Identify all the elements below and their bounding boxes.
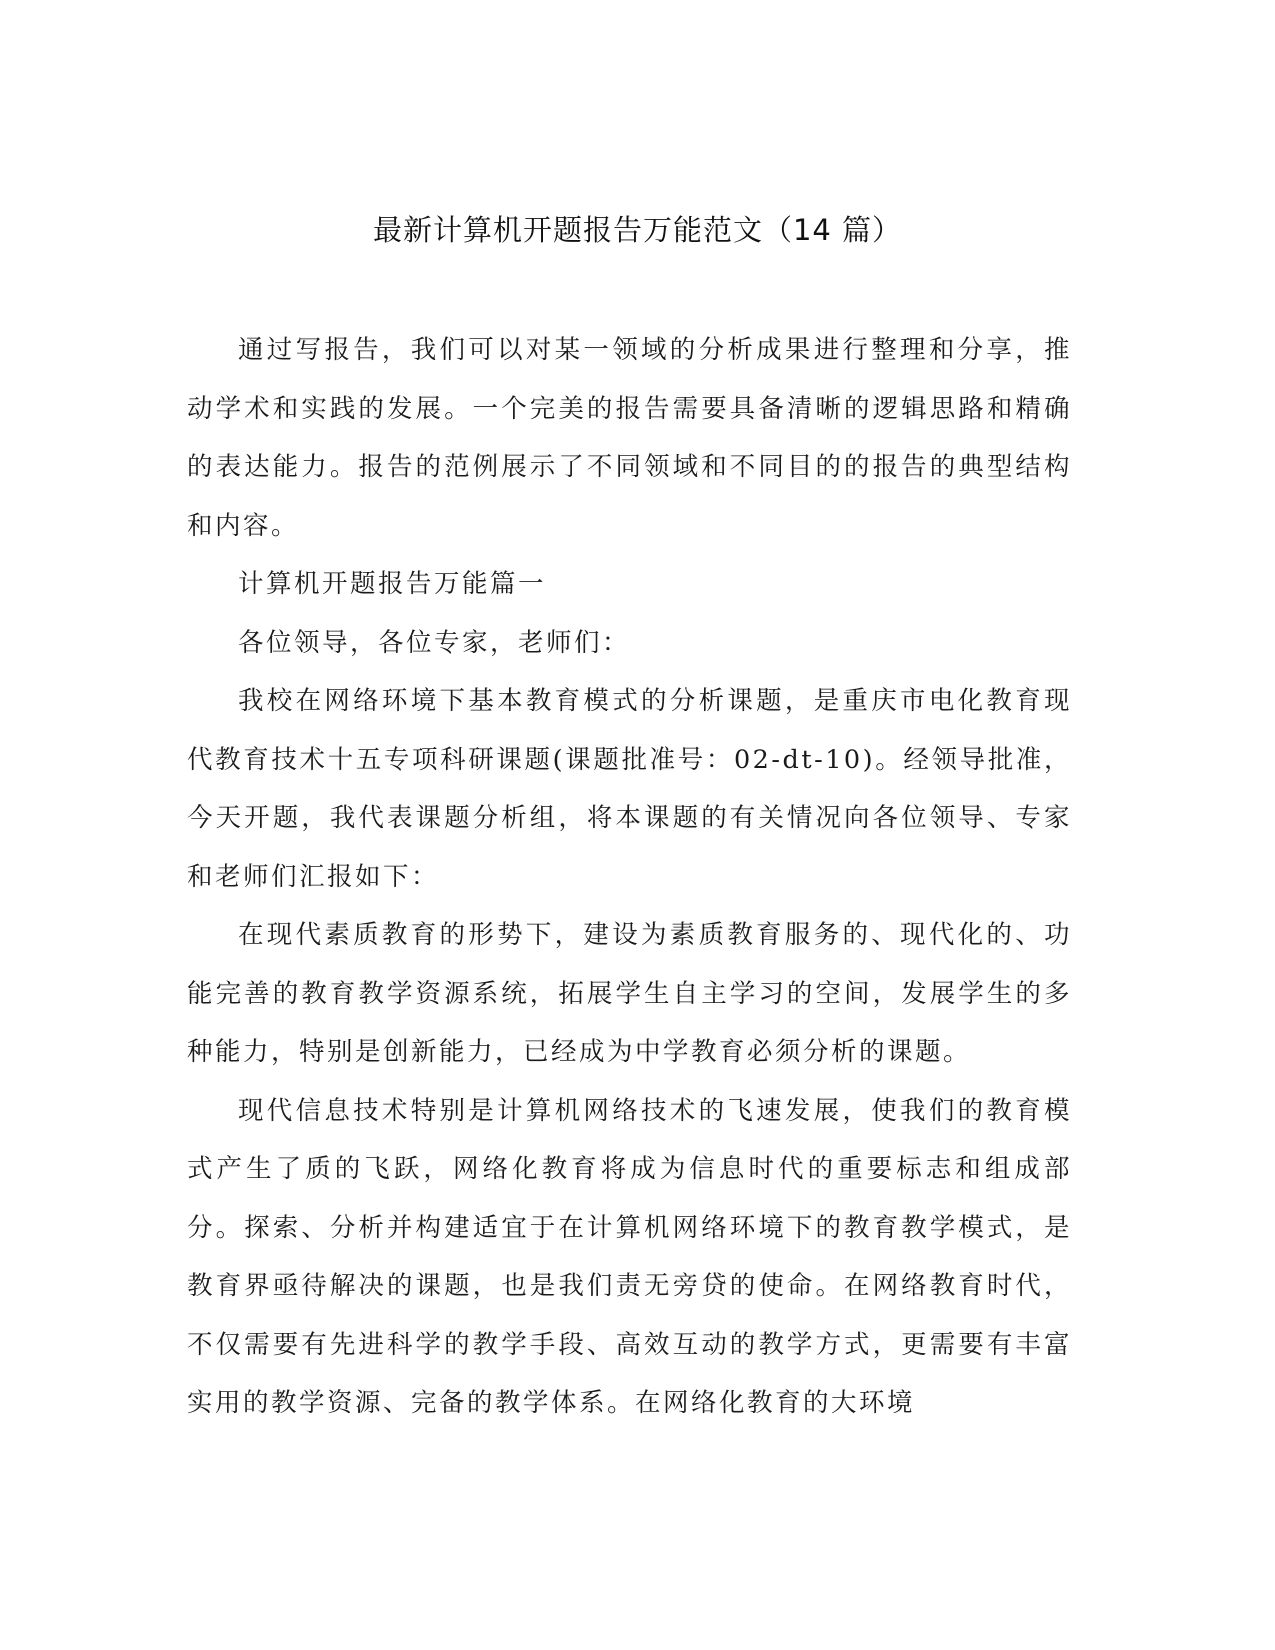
- body-paragraph: 我校在网络环境下基本教育模式的分析课题，是重庆市电化教育现代教育技术十五专项科研课题(课题批准号：02-dt-10)。经领导批准，今天开题，我代表课题分析组，将本课题的有关情况向各位领导、专家和老师们汇报如下：: [187, 686, 1072, 892]
- document-body: [187, 321, 1072, 1433]
- section-heading: 计算机开题报告万能篇一: [238, 569, 547, 599]
- salutation: 各位领导，各位专家，老师们：: [238, 627, 631, 658]
- body-paragraph: 现代信息技术特别是计算机网络技术的飞速发展，使我们的教育模式产生了质的飞跃，网络化教育将成为信息时代的重要标志和组成部分。探索、分析并构建适宜于在计算机网络环境下的教育教学模式，是教育界亟待解决的课题，也是我们责无旁贷的使命。在网络教育时代，不仅需要有先进科学的教学手段、高效互动的教学方式，更需要有丰富实用的教学资源、完备的教学体系。在网络化教育的大环境: [187, 1095, 1072, 1418]
- intro-paragraph: 通过写报告，我们可以对某一领域的分析成果进行整理和分享，推动学术和实践的发展。一个完美的报告需要具备清晰的逻辑思路和精确的表达能力。报告的范例展示了不同领域和不同目的的报告的典型结构和内容。: [187, 335, 1072, 541]
- document-title: 最新计算机开题报告万能范文（14 篇）: [372, 213, 903, 247]
- body-paragraph: 在现代素质教育的形势下，建设为素质教育服务的、现代化的、功能完善的教育教学资源系统，拓展学生自主学习的空间，发展学生的多种能力，特别是创新能力，已经成为中学教育必须分析的课题。: [187, 920, 1072, 1067]
